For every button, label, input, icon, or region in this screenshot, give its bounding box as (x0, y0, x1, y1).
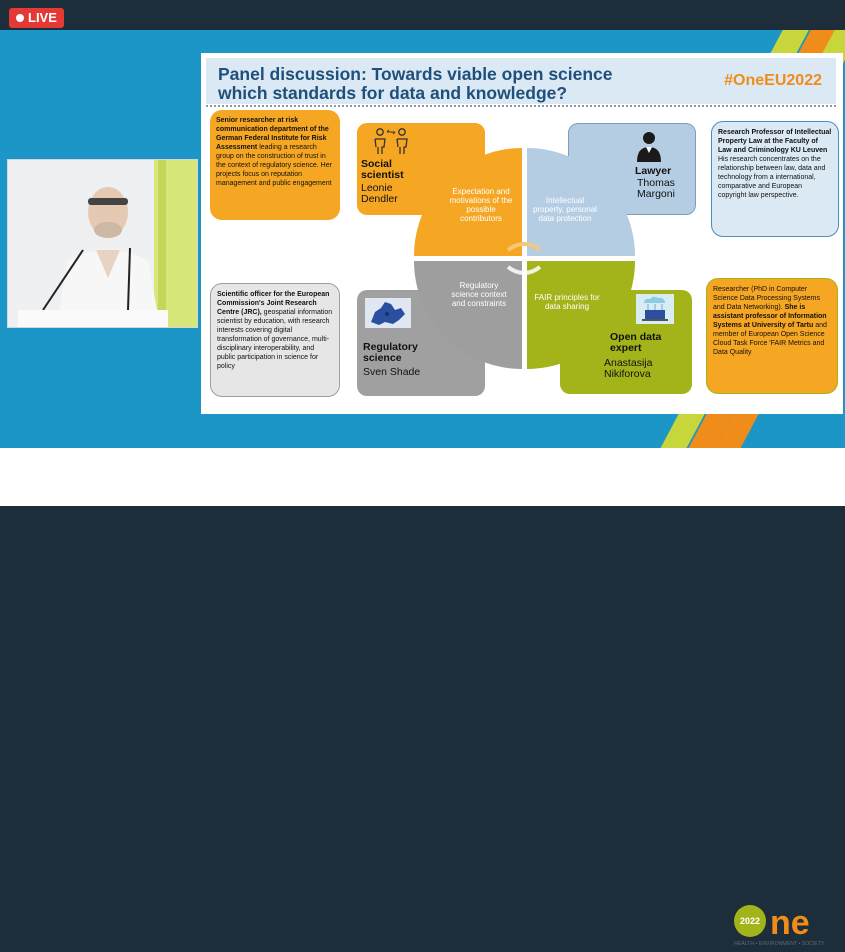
top-bar (0, 0, 845, 30)
logo-tagline: HEALTH • ENVIRONMENT • SOCIETY (734, 941, 825, 947)
slide-title-line1: Panel discussion: Towards viable open science (218, 64, 613, 84)
bio-open-data-text1: Researcher (PhD in Computer Science Data Processing Systems and Data Networking). (713, 286, 820, 311)
name-social: Leonie Dendler (361, 182, 398, 205)
name-regulatory: Sven Shade (363, 366, 421, 378)
role-open-data: Open data expert (610, 331, 662, 354)
europe-map-icon (365, 298, 411, 328)
bio-social-text: leading a research group on the construction of trust in the context of regulatory science. Her projects focus on reputation management and public engagement (216, 144, 332, 187)
live-dot-icon (16, 14, 24, 22)
quadrant-fair-text: FAIR principles for data sharing (534, 293, 600, 311)
quadrant-social-text: Expectation and motivations of the possible contributors (449, 187, 513, 223)
bio-bubble-open-data (706, 278, 838, 394)
role-social: Social scientist (361, 158, 404, 181)
quadrant-legal-text: Intellectual property, personal data protection (533, 196, 597, 223)
name-lawyer: Thomas Margoni (637, 177, 675, 200)
bio-lawyer-text: His research concentrates on the relationship between law, data and technology from a international, comparative and European copyright law perspective. (718, 156, 826, 199)
bio-regulatory-bold: Scientific officer for the European Commission's Joint Research Centre (JRC), (217, 291, 330, 316)
hashtag: #OneEU2022 (724, 72, 822, 89)
bio-open-data-text2: and member of European Open Science Cloud Task Force 'FAIR Metrics and Data Quality (713, 322, 827, 356)
bio-bubble-lawyer (711, 121, 839, 237)
social-people-icon (371, 127, 411, 155)
bottom-bar (0, 506, 845, 538)
laptop-cloud-icon (636, 294, 674, 324)
quadrant-regulatory (414, 261, 522, 369)
lawyer-icon (635, 130, 663, 162)
bio-regulatory-text: geospatial information scientist by education, with research interests covering digital transformation of governance, multi-disciplinary interoperability, and public participation in science for policy (217, 309, 333, 370)
header-divider (206, 105, 836, 107)
role-regulatory: Regulatory science (363, 341, 418, 364)
live-badge (9, 8, 64, 28)
one-health-logo (732, 901, 840, 947)
logo-year: 2022 (739, 916, 761, 926)
topic-wheel (412, 146, 637, 371)
role-lawyer: Lawyer (635, 165, 672, 177)
bio-open-data-bold: She is assistant professor of Information Systems at University of Tartu (713, 304, 827, 329)
bio-lawyer-bold: Research Professor of Intellectual Property Law at the Faculty of Law and Criminology KU Leuven (718, 129, 832, 154)
bio-bubble-social (210, 110, 340, 220)
slide-title (218, 65, 688, 103)
speaker-image (8, 160, 197, 327)
arrow-cycle-icon (508, 244, 540, 250)
presentation-slide (201, 53, 843, 414)
speaker-video (7, 159, 198, 328)
quadrant-regulatory-text: Regulatory science context and constraints (451, 281, 507, 308)
footer-bar (0, 448, 845, 947)
name-open-data: Anastasija Nikiforova (604, 357, 653, 380)
bio-social-bold: Senior researcher at risk communication department of the German Federal Institute for Risk Assessment (216, 117, 329, 151)
quadrant-fair (527, 261, 635, 369)
bio-bubble-regulatory (210, 283, 340, 397)
live-label: LIVE (28, 10, 57, 25)
logo-word: ne (770, 904, 810, 942)
slide-header (206, 58, 836, 104)
arrow-cycle-icon (508, 267, 540, 273)
one-logo-mark (732, 901, 840, 947)
slide-title-line2: which standards for data and knowledge? (218, 83, 568, 103)
